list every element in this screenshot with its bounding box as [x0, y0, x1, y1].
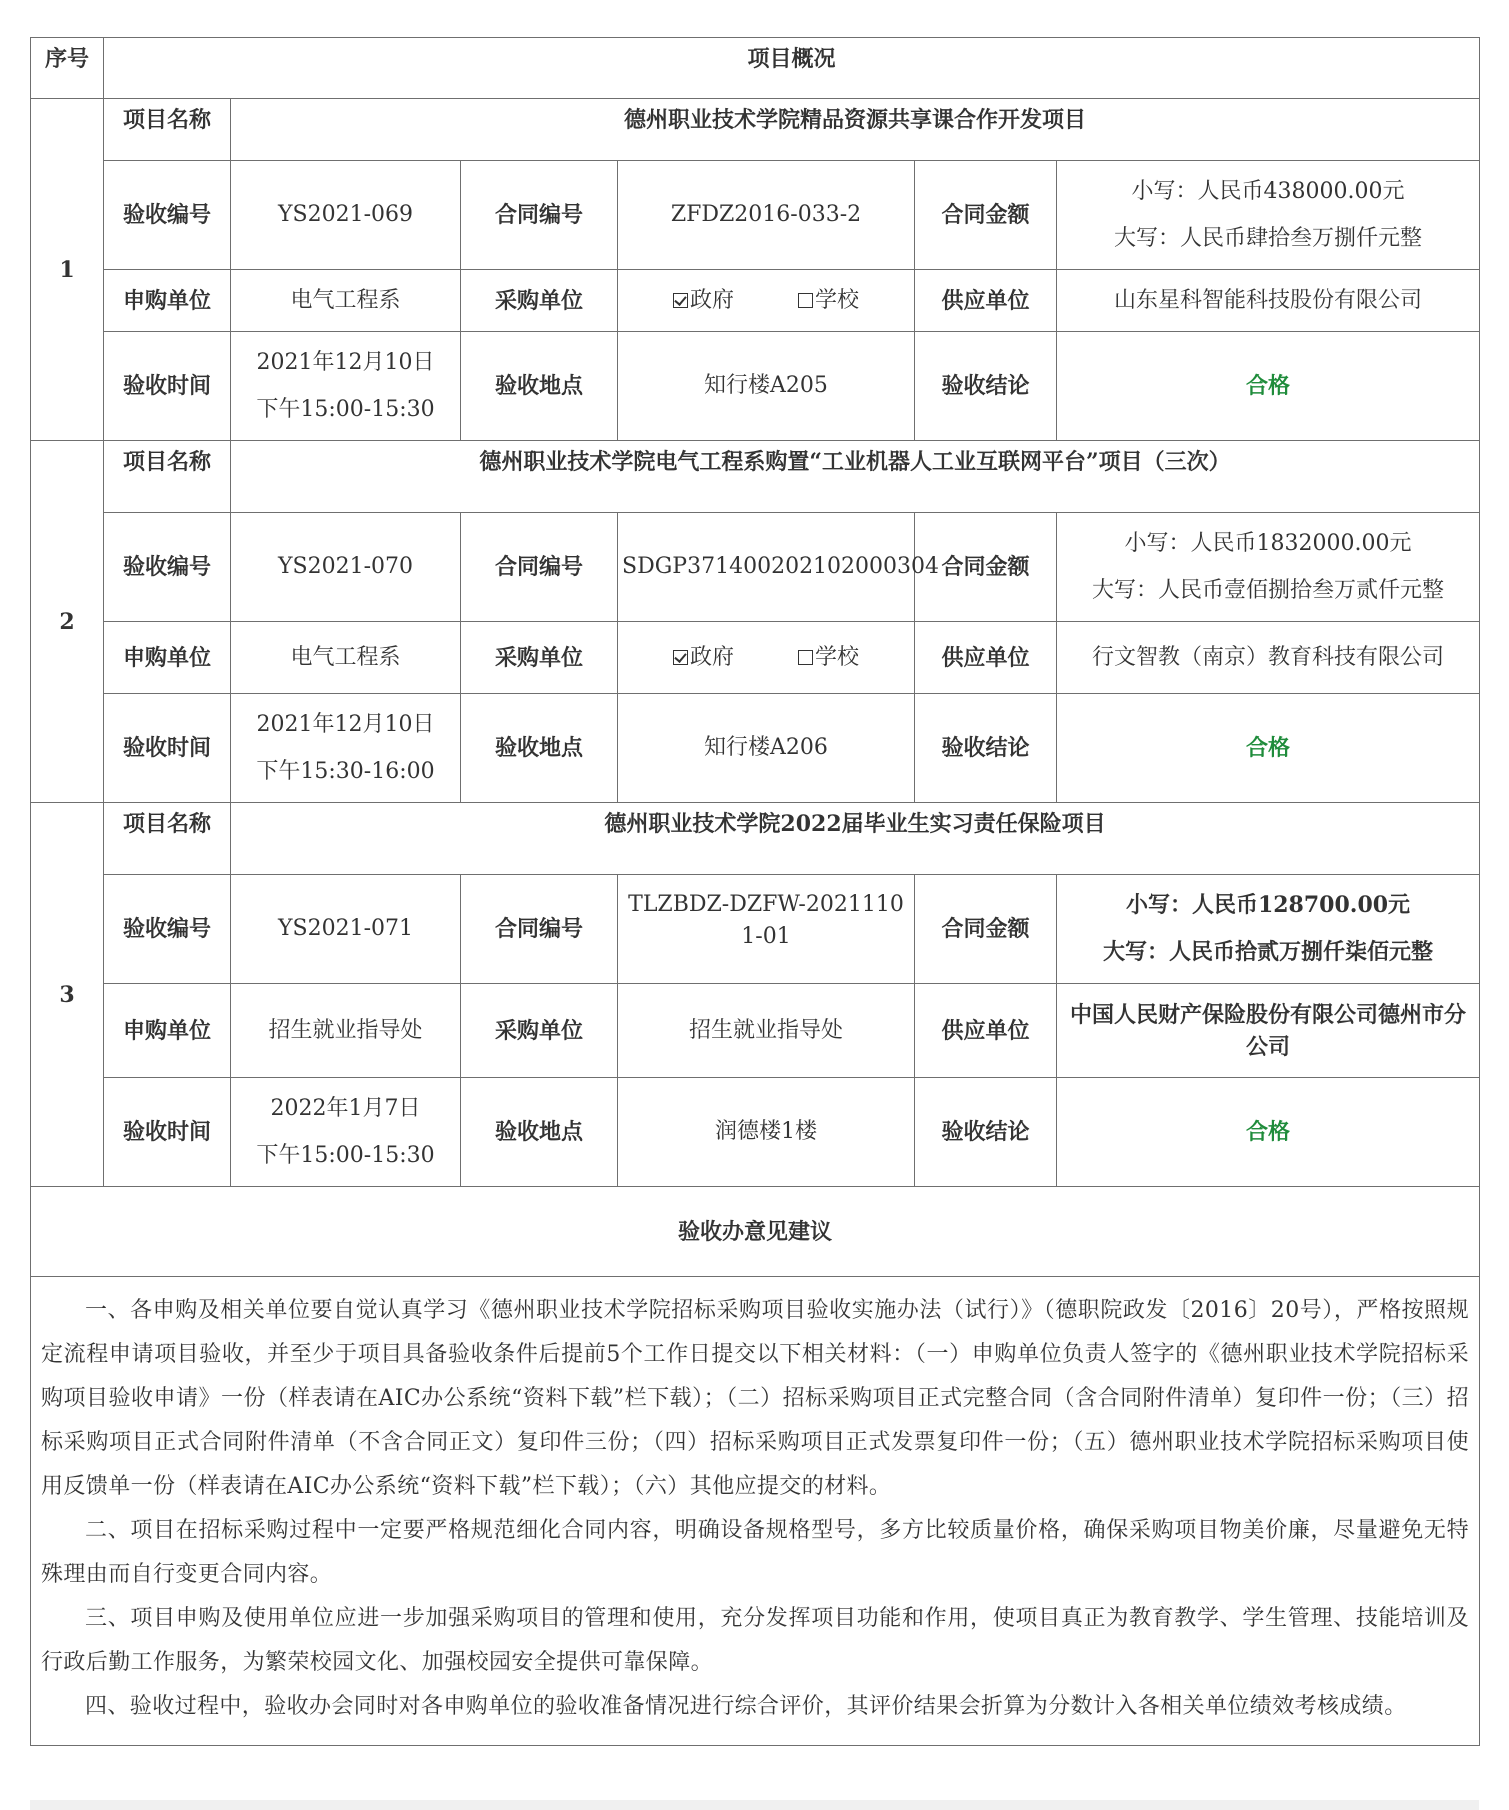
opinion-paragraph-4: 四、验收过程中，验收办会同时对各申购单位的验收准备情况进行综合评价，其评价结果会折算为分数计入各相关单位绩效考核成绩。 — [85, 1694, 1407, 1719]
p3-applicant-label: 申购单位 — [104, 984, 231, 1078]
p1-amount-upper: 大写：人民币肆拾叁万捌仟元整 — [1114, 226, 1423, 251]
p2-option-school: 学校 — [815, 644, 860, 670]
opinion-title: 验收办意见建议 — [31, 1187, 1480, 1277]
p3-unit-row — [31, 984, 1480, 1078]
document-page — [30, 37, 1479, 1746]
p1-time-row — [31, 332, 1480, 441]
p1-contract-no: ZFDZ2016-033-2 — [618, 161, 915, 270]
checked-box-icon — [673, 293, 688, 308]
p3-amount — [1057, 875, 1480, 984]
p3-acceptance-no-label: 验收编号 — [104, 875, 231, 984]
unchecked-box-icon — [798, 650, 813, 665]
p1-acceptance-no: YS2021-069 — [231, 161, 461, 270]
p3-seq: 3 — [31, 803, 104, 1187]
p1-conclusion: 合格 — [1057, 332, 1480, 441]
p1-project-name: 德州职业技术学院精品资源共享课合作开发项目 — [231, 99, 1480, 161]
header-overview: 项目概况 — [104, 38, 1480, 99]
bottom-divider — [30, 1800, 1479, 1810]
p3-applicant: 招生就业指导处 — [231, 984, 461, 1078]
p2-name-row — [31, 441, 1480, 513]
p2-conclusion: 合格 — [1057, 694, 1480, 803]
p1-amount-label: 合同金额 — [915, 161, 1057, 270]
p3-date: 2022年1月7日 — [270, 1096, 421, 1121]
acceptance-table — [30, 37, 1480, 1746]
p1-amount — [1057, 161, 1480, 270]
p2-amount — [1057, 513, 1480, 622]
p2-seq: 2 — [31, 441, 104, 803]
p2-contract-no-label: 合同编号 — [461, 513, 618, 622]
p1-location-label: 验收地点 — [461, 332, 618, 441]
p2-conclusion-label: 验收结论 — [915, 694, 1057, 803]
p1-time — [231, 332, 461, 441]
opinion-title-row — [31, 1187, 1480, 1277]
p1-location: 知行楼A205 — [618, 332, 915, 441]
p2-supplier-label: 供应单位 — [915, 622, 1057, 694]
p3-amount-label: 合同金额 — [915, 875, 1057, 984]
p3-amount-lower: 小写：人民币128700.00元 — [1125, 892, 1411, 918]
p1-time-label: 验收时间 — [104, 332, 231, 441]
p1-supplier-label: 供应单位 — [915, 270, 1057, 332]
p2-unit-row — [31, 622, 1480, 694]
p2-option-government: 政府 — [689, 644, 734, 670]
p3-time — [231, 1078, 461, 1187]
p3-conclusion: 合格 — [1057, 1078, 1480, 1187]
p1-time-range: 下午15:00-15:30 — [256, 397, 435, 422]
p1-applicant: 电气工程系 — [231, 270, 461, 332]
p1-purchaser — [618, 270, 915, 332]
p2-purchaser — [618, 622, 915, 694]
p2-applicant: 电气工程系 — [231, 622, 461, 694]
p1-name-row — [31, 99, 1480, 161]
p3-acceptance-no: YS2021-071 — [231, 875, 461, 984]
p3-purchaser: 招生就业指导处 — [618, 984, 915, 1078]
p3-location: 润德楼1楼 — [618, 1078, 915, 1187]
p2-date: 2021年12月10日 — [256, 712, 435, 737]
p2-project-name: 德州职业技术学院电气工程系购置“工业机器人工业互联网平台”项目（三次） — [231, 441, 1480, 513]
p2-number-row — [31, 513, 1480, 622]
p1-option-government: 政府 — [689, 287, 734, 313]
p1-date: 2021年12月10日 — [256, 350, 435, 375]
unchecked-box-icon — [798, 293, 813, 308]
p3-time-row — [31, 1078, 1480, 1187]
p2-time-range: 下午15:30-16:00 — [256, 759, 435, 784]
p3-name-row — [31, 803, 1480, 875]
p1-seq: 1 — [31, 99, 104, 441]
p2-time — [231, 694, 461, 803]
p1-contract-no-label: 合同编号 — [461, 161, 618, 270]
p2-location: 知行楼A206 — [618, 694, 915, 803]
header-seq: 序号 — [31, 38, 104, 99]
p2-amount-upper: 大写：人民币壹佰捌拾叁万贰仟元整 — [1092, 578, 1445, 603]
p2-time-label: 验收时间 — [104, 694, 231, 803]
p1-applicant-label: 申购单位 — [104, 270, 231, 332]
p1-supplier: 山东星科智能科技股份有限公司 — [1057, 270, 1480, 332]
p3-supplier: 中国人民财产保险股份有限公司德州市分公司 — [1057, 984, 1480, 1078]
p1-option-school: 学校 — [815, 287, 860, 313]
p2-purchaser-label: 采购单位 — [461, 622, 618, 694]
p2-location-label: 验收地点 — [461, 694, 618, 803]
p2-time-row — [31, 694, 1480, 803]
p1-conclusion-label: 验收结论 — [915, 332, 1057, 441]
p3-amount-upper: 大写：人民币拾贰万捌仟柒佰元整 — [1103, 939, 1434, 965]
p3-number-row — [31, 875, 1480, 984]
header-row — [31, 38, 1480, 99]
opinion-body — [31, 1277, 1480, 1746]
p3-supplier-label: 供应单位 — [915, 984, 1057, 1078]
opinion-paragraph-2: 二、项目在招标采购过程中一定要严格规范细化合同内容，明确设备规格型号，多方比较质量价格，确保采购项目物美价廉，尽量避免无特殊理由而自行变更合同内容。 — [41, 1518, 1470, 1587]
p3-time-range: 下午15:00-15:30 — [256, 1143, 435, 1168]
p3-purchaser-label: 采购单位 — [461, 984, 618, 1078]
p2-acceptance-no-label: 验收编号 — [104, 513, 231, 622]
opinion-paragraph-1: 一、各申购及相关单位要自觉认真学习《德州职业技术学院招标采购项目验收实施办法（试行）》（德职院政发〔2016〕20号），严格按照规定流程申请项目验收，并至少于项目具备验收条件后提前5个工作日提交以下相关材料：（一）申购单位负责人签字的《德州职业技术学院招标采购项目验收申请》一份（样表请在AIC办公系统“资料下载”栏下载）；（二）招标采购项目正式完整合同（含合同附件清单）复印件一份；（三）招标采购项目正式合同附件清单（不含合同正文）复印件三份；（四）招标采购项目正式发票复印件一份；（五）德州职业技术学院招标采购项目使用反馈单一份（样表请在AIC办公系统“资料下载”栏下载）；（六）其他应提交的材料。 — [41, 1298, 1470, 1499]
p3-contract-no: TLZBDZ-DZFW-20211101-01 — [618, 875, 915, 984]
p3-project-name: 德州职业技术学院2022届毕业生实习责任保险项目 — [231, 803, 1480, 875]
p1-unit-row — [31, 270, 1480, 332]
p1-amount-lower: 小写：人民币438000.00元 — [1131, 179, 1405, 204]
p3-location-label: 验收地点 — [461, 1078, 618, 1187]
p1-number-row — [31, 161, 1480, 270]
p1-acceptance-no-label: 验收编号 — [104, 161, 231, 270]
p2-supplier: 行文智教（南京）教育科技有限公司 — [1057, 622, 1480, 694]
p2-acceptance-no: YS2021-070 — [231, 513, 461, 622]
p1-project-name-label: 项目名称 — [104, 99, 231, 161]
opinion-paragraph-3: 三、项目申购及使用单位应进一步加强采购项目的管理和使用，充分发挥项目功能和作用，使项目真正为教育教学、学生管理、技能培训及行政后勤工作服务，为繁荣校园文化、加强校园安全提供可靠保障。 — [41, 1606, 1470, 1675]
p2-applicant-label: 申购单位 — [104, 622, 231, 694]
p2-contract-no: SDGP371400202102000304 — [618, 513, 915, 622]
p2-project-name-label: 项目名称 — [104, 441, 231, 513]
p3-conclusion-label: 验收结论 — [915, 1078, 1057, 1187]
p2-amount-label: 合同金额 — [915, 513, 1057, 622]
p3-time-label: 验收时间 — [104, 1078, 231, 1187]
p1-purchaser-label: 采购单位 — [461, 270, 618, 332]
p3-contract-no-label: 合同编号 — [461, 875, 618, 984]
opinion-body-row — [31, 1277, 1480, 1746]
p2-amount-lower: 小写：人民币1832000.00元 — [1124, 531, 1412, 556]
checked-box-icon — [673, 650, 688, 665]
p3-project-name-label: 项目名称 — [104, 803, 231, 875]
